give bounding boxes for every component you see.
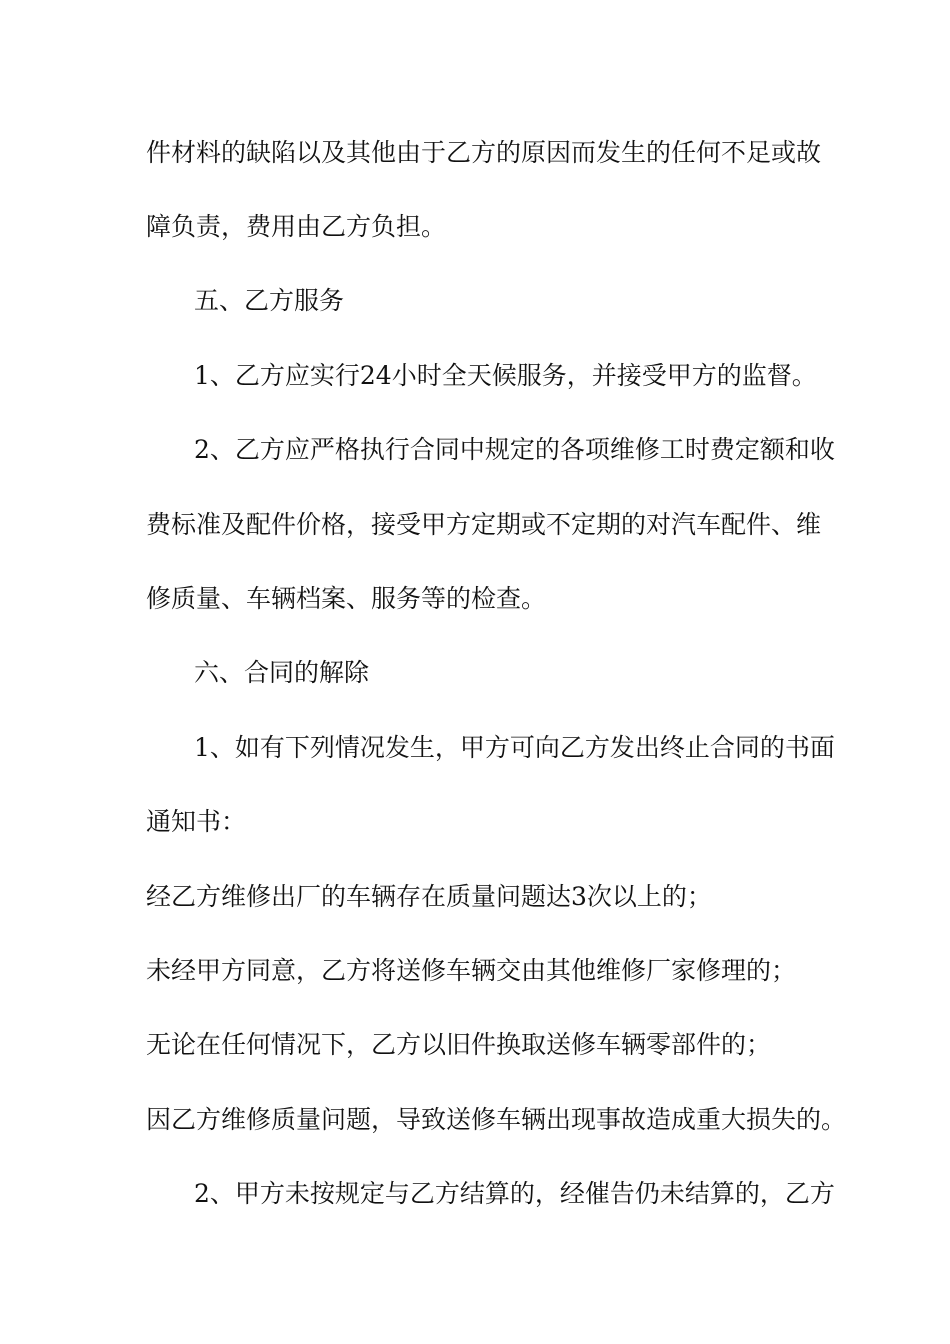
text-line: 费标准及配件价格，接受甲方定期或不定期的对汽车配件、维	[146, 510, 822, 539]
text-line: 障负责，费用由乙方负担。	[146, 212, 447, 241]
text-line: 1、如有下列情况发生，甲方可向乙方发出终止合同的书面	[194, 733, 835, 762]
text-line: 2、乙方应严格执行合同中规定的各项维修工时费定额和收	[194, 435, 835, 464]
list-item: 因乙方维修质量问题，导致送修车辆出现事故造成重大损失的。	[146, 1105, 847, 1134]
text-line: 修质量、车辆档案、服务等的检查。	[146, 584, 547, 613]
text-line: 件材料的缺陷以及其他由于乙方的原因而发生的任何不足或故	[146, 138, 822, 167]
list-item: 经乙方维修出厂的车辆存在质量问题达3次以上的；	[146, 882, 712, 911]
text-line: 1、乙方应实行24小时全天候服务，并接受甲方的监督。	[194, 361, 817, 390]
section-heading: 五、乙方服务	[194, 286, 345, 315]
list-item: 无论在任何情况下，乙方以旧件换取送修车辆零部件的；	[146, 1030, 772, 1059]
section-heading: 六、合同的解除	[194, 658, 370, 687]
text-line: 2、甲方未按规定与乙方结算的，经催告仍未结算的，乙方	[194, 1179, 835, 1208]
list-item: 未经甲方同意，乙方将送修车辆交由其他维修厂家修理的；	[146, 956, 797, 985]
text-line: 通知书：	[146, 807, 247, 836]
